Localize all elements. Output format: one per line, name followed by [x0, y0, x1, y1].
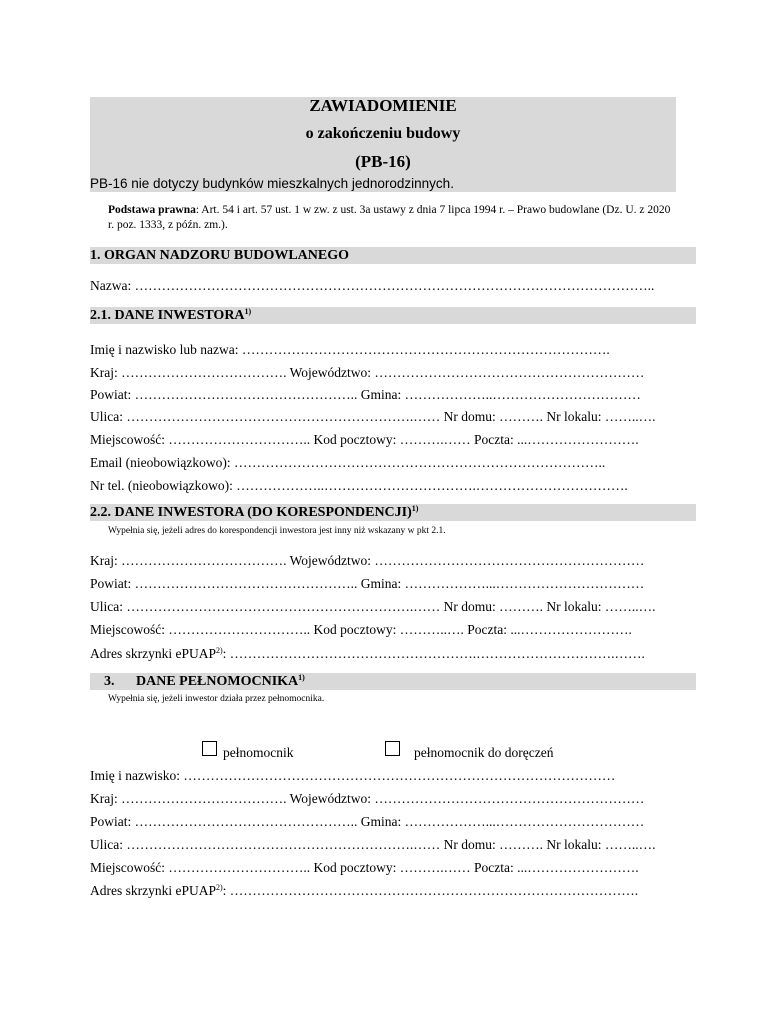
field-investor-name[interactable]: Imię i nazwisko lub nazwa: ……………………………………………………………………….: [90, 342, 610, 357]
section-22-note: Wypełnia się, jeżeli adres do korespondencji inwestora jest inny niż wskazany w pkt 2.1.: [108, 526, 446, 536]
checkbox-attorney[interactable]: [202, 741, 217, 756]
epuap-dots: : ……………………………………………………………………………….: [222, 883, 639, 898]
field-attorney-street[interactable]: Ulica: ……………………………………………………….…… Nr domu: ………. Nr lokalu: ……..….: [90, 837, 656, 852]
field-organ-name[interactable]: Nazwa: ……………………………………………………………………………………………………..: [90, 278, 655, 293]
field-investor-street[interactable]: Ulica: ……………………………………………………….…… Nr domu: ………. Nr lokalu: ……..….: [90, 409, 656, 424]
section-1-header: [90, 247, 696, 264]
field-investor-email[interactable]: Email (nieobowiązkowo): ………………………………………………………………………..: [90, 455, 606, 470]
footnote-ref: 2): [216, 883, 223, 892]
footnote-ref: 2): [216, 646, 223, 655]
section-21-header: [90, 307, 696, 324]
legal-basis-text: : Art. 54 i art. 57 ust. 1 w zw. z ust. 3a ustawy z dnia 7 lipca 1994 r. – Prawo budowlane (Dz. U. z 2020 r. poz. 1333, z późn. zm.).: [108, 204, 671, 231]
field-attorney-name[interactable]: Imię i nazwisko: ……………………………………………………………………………………: [90, 768, 616, 783]
field-investor-country-voivodeship[interactable]: Kraj: ………………………………. Województwo: ……………………………………………………: [90, 365, 645, 380]
checkbox-delivery-attorney-label: pełnomocnik do doręczeń: [414, 745, 554, 760]
field-corr-city-postal[interactable]: Miejscowość: ………………………….. Kod pocztowy: ………..…. Poczta: ...…………………….: [90, 622, 632, 637]
form-code: (PB-16): [355, 152, 411, 171]
legal-basis-label: Podstawa prawna: [108, 204, 196, 216]
checkbox-attorney-label: pełnomocnik: [223, 745, 294, 760]
field-corr-country-voivodeship[interactable]: Kraj: ………………………………. Województwo: ……………………………………………………: [90, 553, 645, 568]
epuap-dots: : ……………………………………………….………………………….…….: [222, 646, 645, 661]
field-investor-county-commune[interactable]: Powiat: ………………………………………….. Gmina: ………………..……………………………: [90, 387, 641, 402]
field-corr-street[interactable]: Ulica: ……………………………………………………….…… Nr domu: ………. Nr lokalu: ……..….: [90, 599, 656, 614]
field-attorney-city-postal[interactable]: Miejscowość: ………………………….. Kod pocztowy: ……….…… Poczta: ...…………………….: [90, 860, 639, 875]
section-21-title: 2.1. DANE INWESTORA: [90, 308, 245, 323]
field-investor-phone[interactable]: Nr tel. (nieobowiązkowo): ………………..…………………………….…………………………….: [90, 478, 628, 493]
field-attorney-country-voivodeship[interactable]: Kraj: ………………………………. Województwo: ……………………………………………………: [90, 791, 645, 806]
field-corr-county-commune[interactable]: Powiat: ………………………………………….. Gmina: ………………...……………………………: [90, 576, 645, 591]
form-subtitle: o zakończeniu budowy: [305, 125, 461, 142]
footnote-ref: 1): [411, 504, 419, 513]
section-3-title-wrap: [136, 673, 305, 690]
section-22-title: 2.2. DANE INWESTORA (DO KORESPONDENCJI): [90, 505, 412, 520]
section-3-header: [90, 673, 696, 690]
form-title: ZAWIADOMIENIE: [309, 96, 457, 115]
field-investor-city-postal[interactable]: Miejscowość: ………………………….. Kod pocztowy: ……….…… Poczta: ...…………………….: [90, 432, 639, 447]
form-scope-note: PB-16 nie dotyczy budynków mieszkalnych jednorodzinnych.: [90, 176, 454, 191]
field-attorney-county-commune[interactable]: Powiat: ………………………………………….. Gmina: ………………...……………………………: [90, 814, 645, 829]
epuap-label: Adres skrzynki ePUAP: [90, 883, 216, 898]
field-corr-epuap[interactable]: [90, 645, 678, 662]
section-3-note: Wypełnia się, jeżeli inwestor działa przez pełnomocnika.: [108, 694, 325, 704]
checkbox-delivery-attorney[interactable]: [385, 741, 400, 756]
field-attorney-epuap[interactable]: [90, 882, 678, 899]
epuap-label: Adres skrzynki ePUAP: [90, 646, 216, 661]
section-3-number: 3.: [104, 674, 115, 689]
footnote-ref: 1): [244, 307, 252, 316]
legal-basis: [108, 203, 678, 233]
section-1-title: 1. ORGAN NADZORU BUDOWLANEGO: [90, 248, 350, 263]
section-3-title: DANE PEŁNOMOCNIKA: [136, 674, 299, 689]
section-22-header: [90, 504, 696, 521]
footnote-ref: 1): [298, 673, 305, 682]
